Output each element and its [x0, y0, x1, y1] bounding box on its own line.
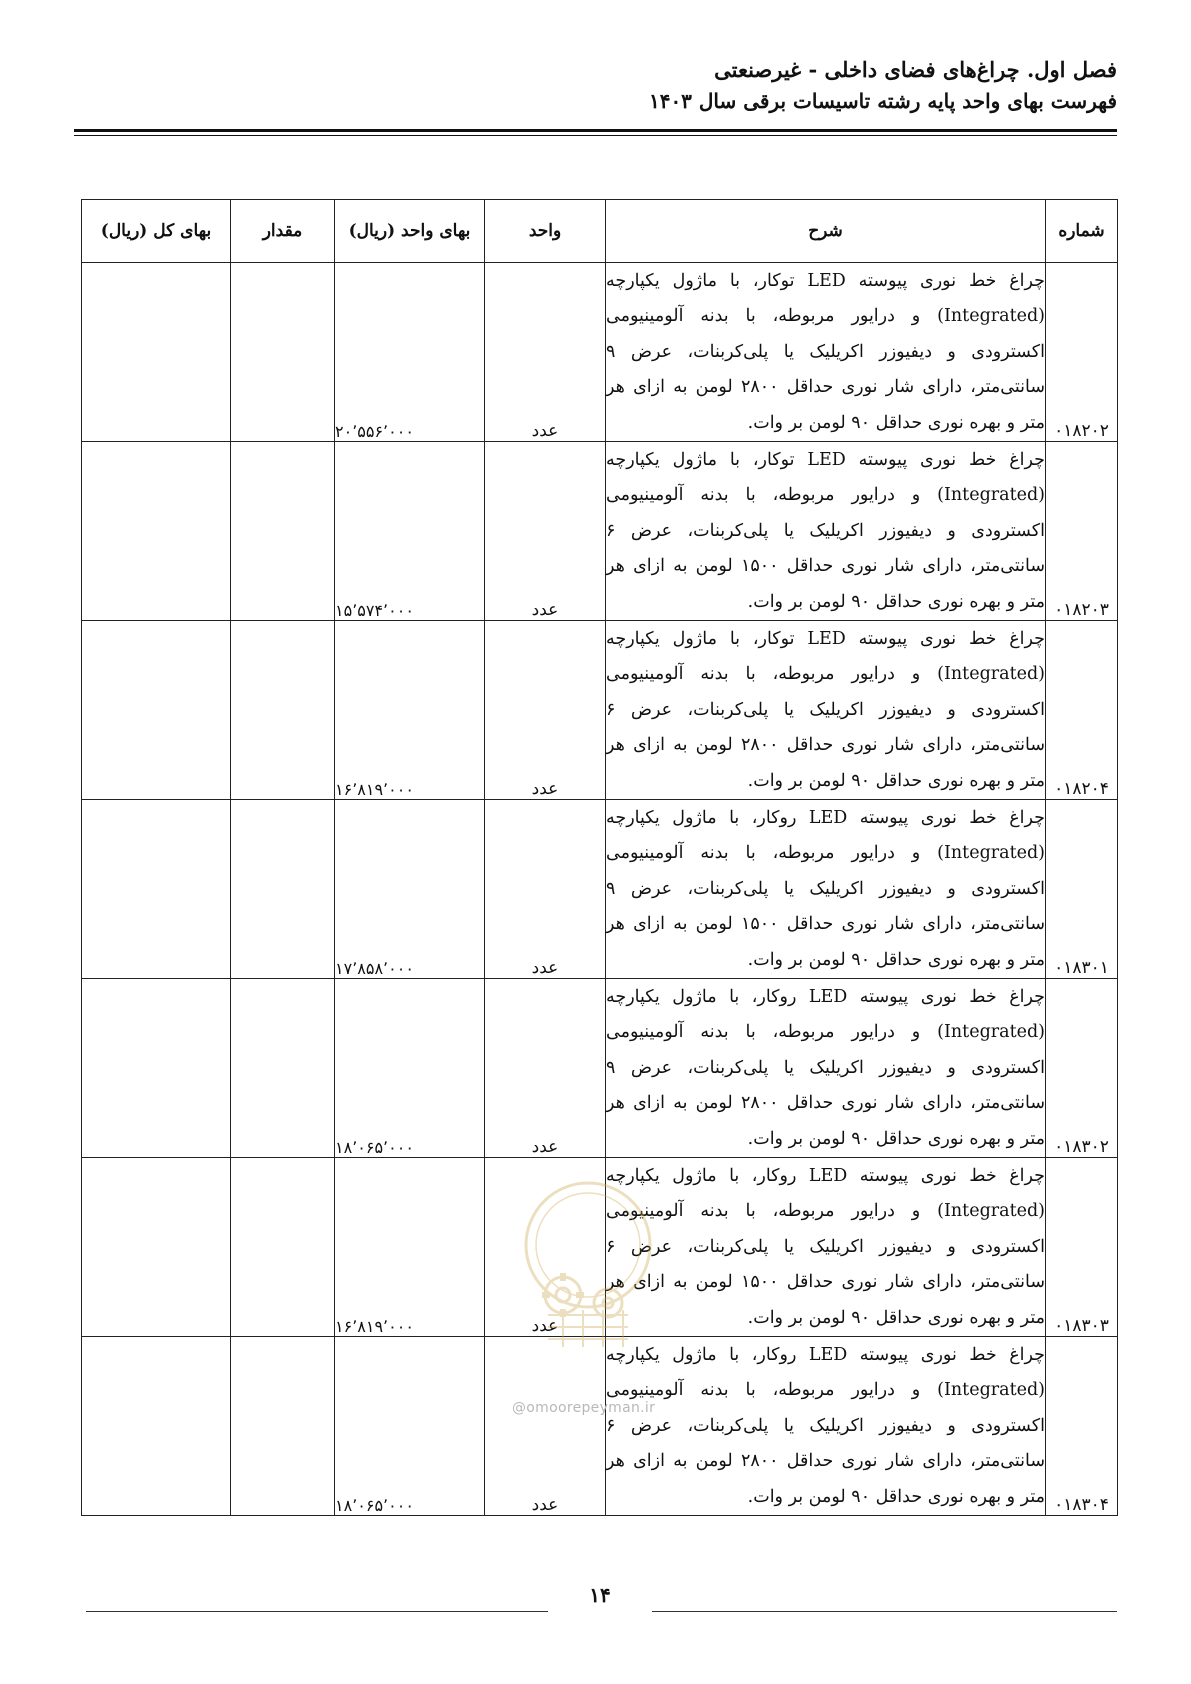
- document-subtitle: فهرست بهای واحد پایه رشته تاسیسات برقی سال ۱۴۰۳: [648, 89, 1117, 113]
- item-total-price: [82, 979, 231, 1158]
- item-quantity: [231, 979, 335, 1158]
- table-row: [82, 263, 1118, 442]
- table-row: [82, 1337, 1118, 1516]
- table-row: [82, 442, 1118, 621]
- item-code: ۰۱۸۲۰۲: [1046, 263, 1118, 442]
- table-row: [82, 979, 1118, 1158]
- table-row: [82, 1158, 1118, 1337]
- item-unit-price: ۱۸٬۰۶۵٬۰۰۰: [335, 1337, 485, 1516]
- item-quantity: [231, 621, 335, 800]
- item-description: چراغ خط نوری پیوسته LED توکار، با ماژول یکپارچه (Integrated) و درایور مربوطه، با بدنه آلومینیومی اکسترودی و دیفیوزر اکریلیک یا پلی‌کربنات، عرض ۹ سانتی‌متر، دارای شار نوری حداقل ۲۸۰۰ لومن به ازای هر متر و بهره نوری حداقل ۹۰ لومن بر وات.: [606, 263, 1046, 442]
- page-header: [67, 54, 1117, 116]
- column-header-quantity: مقدار: [231, 200, 335, 263]
- item-unit: عدد: [485, 979, 606, 1158]
- item-total-price: [82, 263, 231, 442]
- item-description: چراغ خط نوری پیوسته LED روکار، با ماژول یکپارچه (Integrated) و درایور مربوطه، با بدنه آلومینیومی اکسترودی و دیفیوزر اکریلیک یا پلی‌کربنات، عرض ۶ سانتی‌متر، دارای شار نوری حداقل ۱۵۰۰ لومن به ازای هر متر و بهره نوری حداقل ۹۰ لومن بر وات.: [606, 1158, 1046, 1337]
- item-unit: عدد: [485, 442, 606, 621]
- item-unit: عدد: [485, 1158, 606, 1337]
- item-code: ۰۱۸۲۰۳: [1046, 442, 1118, 621]
- item-quantity: [231, 800, 335, 979]
- item-quantity: [231, 442, 335, 621]
- column-header-description: شرح: [606, 200, 1046, 263]
- item-unit-price: ۱۶٬۸۱۹٬۰۰۰: [335, 1158, 485, 1337]
- item-unit-price: ۱۵٬۵۷۴٬۰۰۰: [335, 442, 485, 621]
- item-unit: عدد: [485, 263, 606, 442]
- item-code: ۰۱۸۳۰۱: [1046, 800, 1118, 979]
- item-total-price: [82, 1337, 231, 1516]
- item-total-price: [82, 621, 231, 800]
- item-unit: عدد: [485, 800, 606, 979]
- item-description: چراغ خط نوری پیوسته LED روکار، با ماژول یکپارچه (Integrated) و درایور مربوطه، با بدنه آلومینیومی اکسترودی و دیفیوزر اکریلیک یا پلی‌کربنات، عرض ۶ سانتی‌متر، دارای شار نوری حداقل ۲۸۰۰ لومن به ازای هر متر و بهره نوری حداقل ۹۰ لومن بر وات.: [606, 1337, 1046, 1516]
- column-header-code: شماره: [1046, 200, 1118, 263]
- header-rule-thin: [74, 135, 1117, 136]
- item-code: ۰۱۸۳۰۳: [1046, 1158, 1118, 1337]
- item-description: چراغ خط نوری پیوسته LED توکار، با ماژول یکپارچه (Integrated) و درایور مربوطه، با بدنه آلومینیومی اکسترودی و دیفیوزر اکریلیک یا پلی‌کربنات، عرض ۶ سانتی‌متر، دارای شار نوری حداقل ۲۸۰۰ لومن به ازای هر متر و بهره نوری حداقل ۹۰ لومن بر وات.: [606, 621, 1046, 800]
- item-code: ۰۱۸۳۰۲: [1046, 979, 1118, 1158]
- item-total-price: [82, 800, 231, 979]
- page-number: ۱۴: [589, 1583, 611, 1607]
- item-unit: عدد: [485, 1337, 606, 1516]
- table-row: [82, 800, 1118, 979]
- footer-rule-right: [652, 1611, 1117, 1612]
- item-description: چراغ خط نوری پیوسته LED توکار، با ماژول یکپارچه (Integrated) و درایور مربوطه، با بدنه آلومینیومی اکسترودی و دیفیوزر اکریلیک یا پلی‌کربنات، عرض ۶ سانتی‌متر، دارای شار نوری حداقل ۱۵۰۰ لومن به ازای هر متر و بهره نوری حداقل ۹۰ لومن بر وات.: [606, 442, 1046, 621]
- item-description: چراغ خط نوری پیوسته LED روکار، با ماژول یکپارچه (Integrated) و درایور مربوطه، با بدنه آلومینیومی اکسترودی و دیفیوزر اکریلیک یا پلی‌کربنات، عرض ۹ سانتی‌متر، دارای شار نوری حداقل ۱۵۰۰ لومن به ازای هر متر و بهره نوری حداقل ۹۰ لومن بر وات.: [606, 800, 1046, 979]
- item-quantity: [231, 263, 335, 442]
- item-unit-price: ۱۶٬۸۱۹٬۰۰۰: [335, 621, 485, 800]
- item-unit: عدد: [485, 621, 606, 800]
- item-quantity: [231, 1337, 335, 1516]
- item-quantity: [231, 1158, 335, 1337]
- table-row: [82, 621, 1118, 800]
- footer-rule-left: [86, 1611, 548, 1612]
- item-description: چراغ خط نوری پیوسته LED روکار، با ماژول یکپارچه (Integrated) و درایور مربوطه، با بدنه آلومینیومی اکسترودی و دیفیوزر اکریلیک یا پلی‌کربنات، عرض ۹ سانتی‌متر، دارای شار نوری حداقل ۲۸۰۰ لومن به ازای هر متر و بهره نوری حداقل ۹۰ لومن بر وات.: [606, 979, 1046, 1158]
- item-total-price: [82, 442, 231, 621]
- item-code: ۰۱۸۲۰۴: [1046, 621, 1118, 800]
- header-rule-thick: [74, 129, 1117, 132]
- item-total-price: [82, 1158, 231, 1337]
- column-header-unit-price: بهای واحد (ریال): [335, 200, 485, 263]
- column-header-total-price: بهای کل (ریال): [82, 200, 231, 263]
- item-code: ۰۱۸۳۰۴: [1046, 1337, 1118, 1516]
- chapter-title: فصل اول. چراغ‌های فضای داخلی - غیرصنعتی: [714, 57, 1117, 82]
- column-header-unit: واحد: [485, 200, 606, 263]
- item-unit-price: ۲۰٬۵۵۶٬۰۰۰: [335, 263, 485, 442]
- item-unit-price: ۱۸٬۰۶۵٬۰۰۰: [335, 979, 485, 1158]
- item-unit-price: ۱۷٬۸۵۸٬۰۰۰: [335, 800, 485, 979]
- watermark-site: @omoorepeyman.ir: [512, 1400, 656, 1416]
- price-list-table: [81, 199, 1118, 1516]
- table-header-row: [82, 200, 1118, 263]
